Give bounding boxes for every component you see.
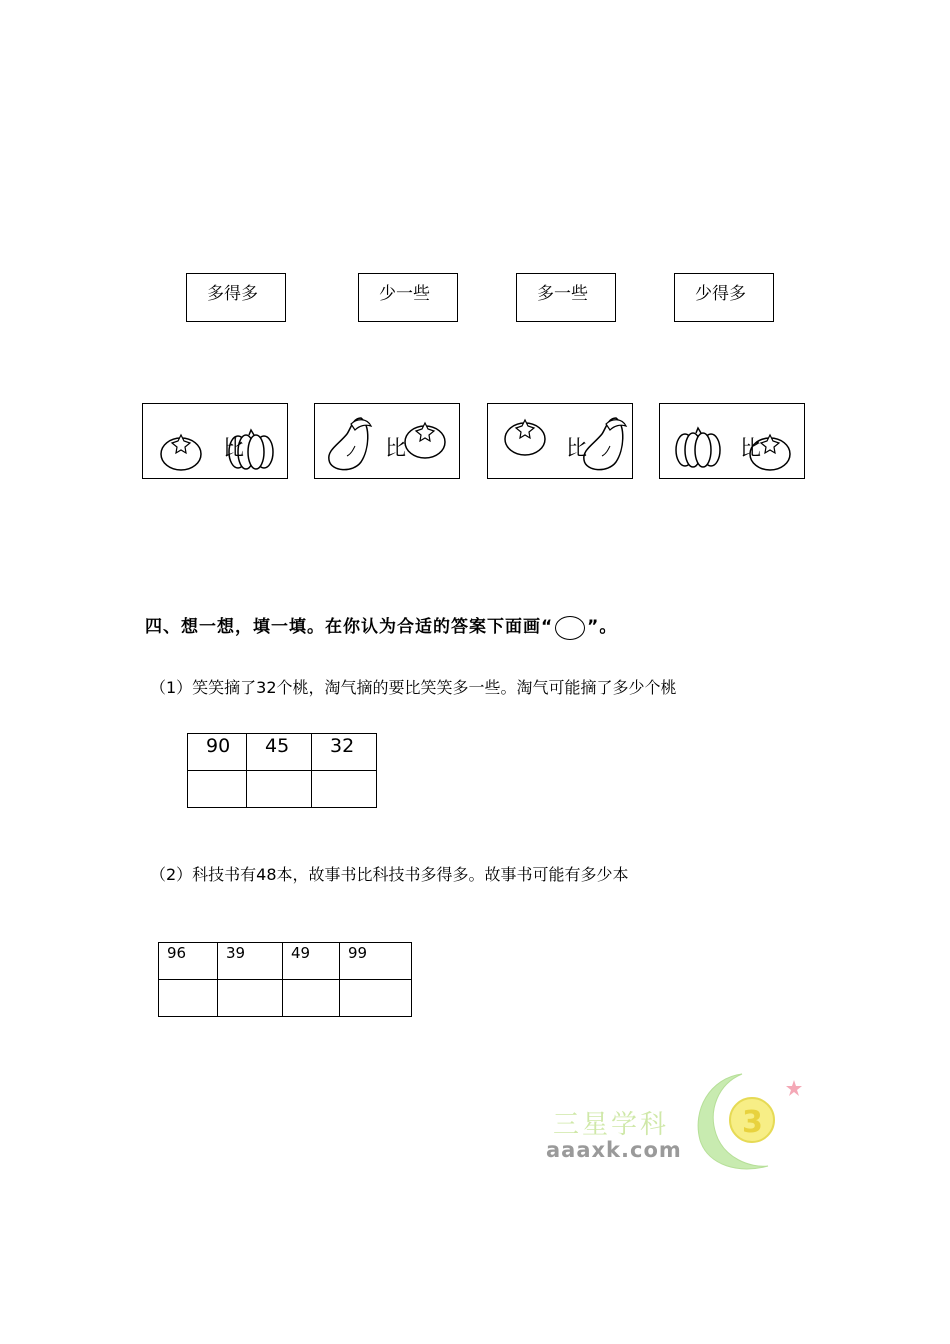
option-cell: 96 (159, 943, 218, 980)
compare-word: 比 (566, 436, 587, 460)
label-text: 少得多 (695, 284, 746, 304)
pumpkin-icon (676, 428, 720, 467)
watermark-logo (690, 1070, 810, 1180)
answer-cell[interactable] (159, 980, 218, 1017)
answer-cell[interactable] (247, 771, 312, 808)
star-icon (786, 1080, 802, 1096)
logo-digit: 3 (742, 1105, 763, 1140)
label-text: 多得多 (207, 284, 258, 304)
answer-table-1 (187, 733, 377, 808)
picture-icons (488, 404, 634, 480)
answer-table-2 (158, 942, 412, 1017)
option-cell: 45 (247, 734, 312, 771)
picture-box-2 (314, 403, 460, 479)
question-2: （2）科技书有48本，故事书比科技书多得多。故事书可能有多少本 (150, 865, 629, 884)
section-title-end: ”。 (587, 617, 618, 637)
label-text: 少一些 (379, 284, 430, 304)
compare-word: 比 (385, 436, 406, 460)
label-text: 多一些 (537, 284, 588, 304)
picture-box-4 (659, 403, 805, 479)
label-box-3 (516, 273, 616, 322)
watermark-url: aaaxk.com (546, 1138, 682, 1162)
option-cell: 90 (188, 734, 247, 771)
section-title (145, 612, 617, 640)
answer-cell[interactable] (188, 771, 247, 808)
compare-word: 比 (740, 436, 761, 460)
section-title-text: 四、想一想，填一填。在你认为合适的答案下面画“ (145, 617, 554, 637)
option-cell: 49 (283, 943, 340, 980)
picture-icons (143, 404, 289, 480)
picture-box-3 (487, 403, 633, 479)
answer-cell[interactable] (312, 771, 377, 808)
tomato-icon (405, 423, 445, 458)
option-cell: 32 (312, 734, 377, 771)
watermark-chinese: 三星学科 (553, 1110, 670, 1140)
label-box-2 (358, 273, 458, 322)
question-1: （1）笑笑摘了32个桃，淘气摘的要比笑笑多一些。淘气可能摘了多少个桃 (150, 678, 677, 697)
answer-cell[interactable] (218, 980, 283, 1017)
answer-cell[interactable] (340, 980, 412, 1017)
option-cell: 39 (218, 943, 283, 980)
option-cell: 99 (340, 943, 412, 980)
picture-box-1 (142, 403, 288, 479)
picture-icons (660, 404, 806, 480)
eggplant-icon (584, 418, 626, 470)
eggplant-icon (329, 418, 371, 470)
circle-symbol-icon (555, 616, 585, 640)
label-box-4 (674, 273, 774, 322)
label-box-1 (186, 273, 286, 322)
answer-cell[interactable] (283, 980, 340, 1017)
tomato-icon (505, 420, 545, 455)
tomato-icon (161, 435, 201, 470)
compare-word: 比 (223, 436, 244, 460)
